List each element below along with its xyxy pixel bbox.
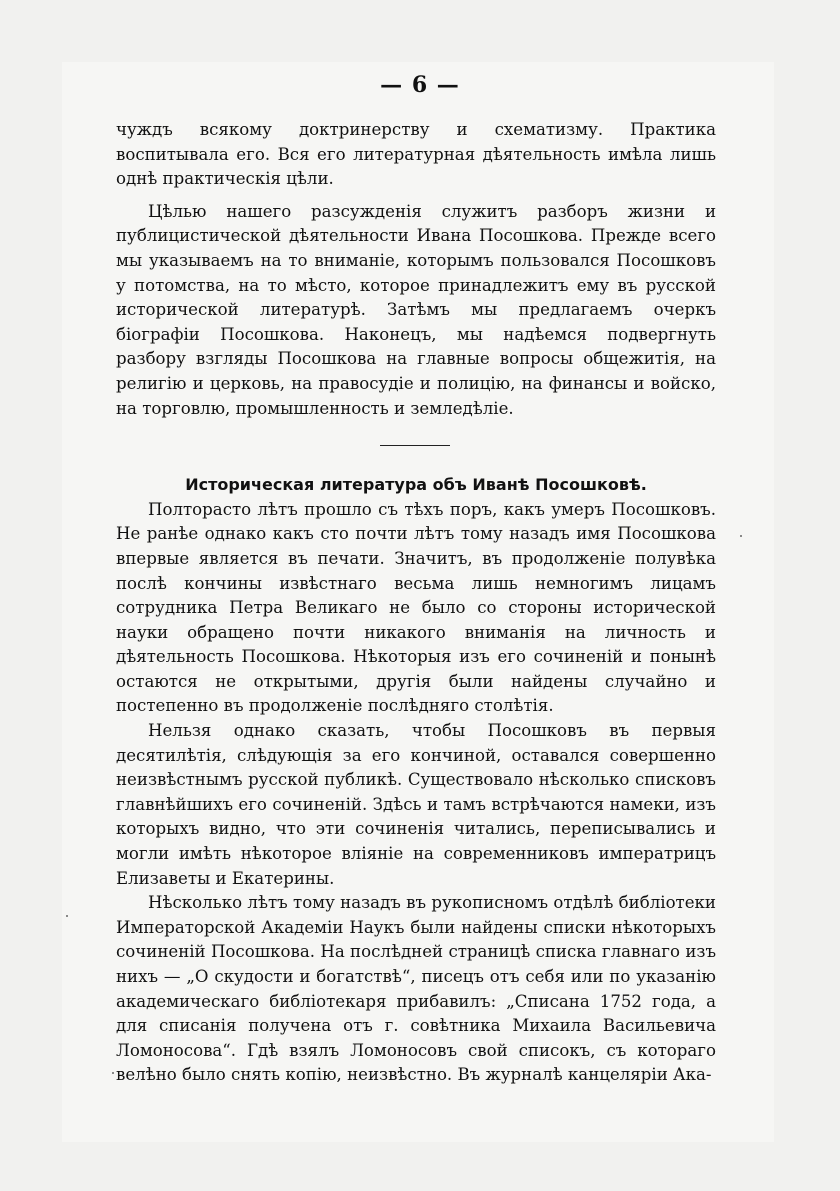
section-paragraph-3: Нѣсколько лѣтъ тому назадъ въ рукописномъ отдѣлѣ библіотеки Императорской Академіи Наукъ были найдены списки нѣкоторыхъ сочиненій Посошкова. На послѣдней страницѣ списка главнаго изъ нихъ — „О скудости и богатствѣ“, писецъ отъ себя или по указанію академическаго библіотекаря прибавилъ: „Списана 1752 года, а для списанія получена отъ г. совѣтника Михаила Васильевича Ломоносова“. Гдѣ взялъ Ломоносовъ свой списокъ, съ котораго велѣно было снять копію, неизвѣстно. Въ журналѣ канцеляріи Ака-: [116, 893, 716, 1085]
scan-speck: [66, 915, 68, 917]
intro-paragraph-2: Цѣлью нашего разсужденія служитъ разборъ жизни и публицистической дѣятельности Ивана Посошкова. Прежде всего мы указываемъ на то вниманіе, которымъ пользовался Посошковъ у потомства, на то мѣсто, которое принадлежитъ ему въ русской исторической литературѣ. Затѣмъ мы предлагаемъ очеркъ біографіи Посошкова. Наконецъ, мы надѣемся подвергнуть разбору взгляды Посошкова на главные вопросы общежитія, на религію и церковь, на правосудіе и полицію, на финансы и войско, на торговлю, промышленность и земледѣліе.: [116, 201, 716, 418]
page-number: — 6 —: [380, 72, 460, 98]
section-divider-wrap: [116, 421, 716, 473]
section-title: Историческая литература объ Иванѣ Посошковѣ.: [185, 475, 647, 495]
intro-paragraph-1: чуждъ всякому доктринерству и схематизму. Практика воспитывала его. Вся его литературная дѣятельность имѣла лишь однѣ практическія цѣли.: [116, 120, 716, 189]
scan-speck: [740, 535, 742, 537]
section-divider: [380, 445, 450, 446]
section-paragraph-1: Полторасто лѣтъ прошло съ тѣхъ поръ, какъ умеръ Посошковъ. Не ранѣе однако какъ сто почти лѣтъ тому назадъ имя Посошкова впервые является въ печати. Значитъ, въ продолженіе полувѣка послѣ кончины извѣстнаго весьма лишь немногимъ лицамъ сотрудника Петра Великаго не было со стороны исторической науки обращено почти никакого вниманія на личность и дѣятельность Посошкова. Нѣкоторыя изъ его сочиненій и понынѣ остаются не открытыми, другія были найдены случайно и постепенно въ продолженіе послѣдняго столѣтія.: [116, 499, 716, 716]
section-paragraph-2: Нельзя однако сказать, чтобы Посошковъ въ первыя десятилѣтія, слѣдующія за его кончиной, оставался совершенно неизвѣстнымъ русской публикѣ. Существовало нѣсколько списковъ главнѣйшихъ его сочиненій. Здѣсь и тамъ встрѣчаются намеки, изъ которыхъ видно, что эти сочиненія читались, переписывались и могли имѣть нѣкоторое вліяніе на современниковъ императрицъ Елизаветы и Екатерины.: [116, 721, 716, 888]
scan-speck: [112, 1072, 114, 1074]
page-body: [116, 118, 716, 1088]
